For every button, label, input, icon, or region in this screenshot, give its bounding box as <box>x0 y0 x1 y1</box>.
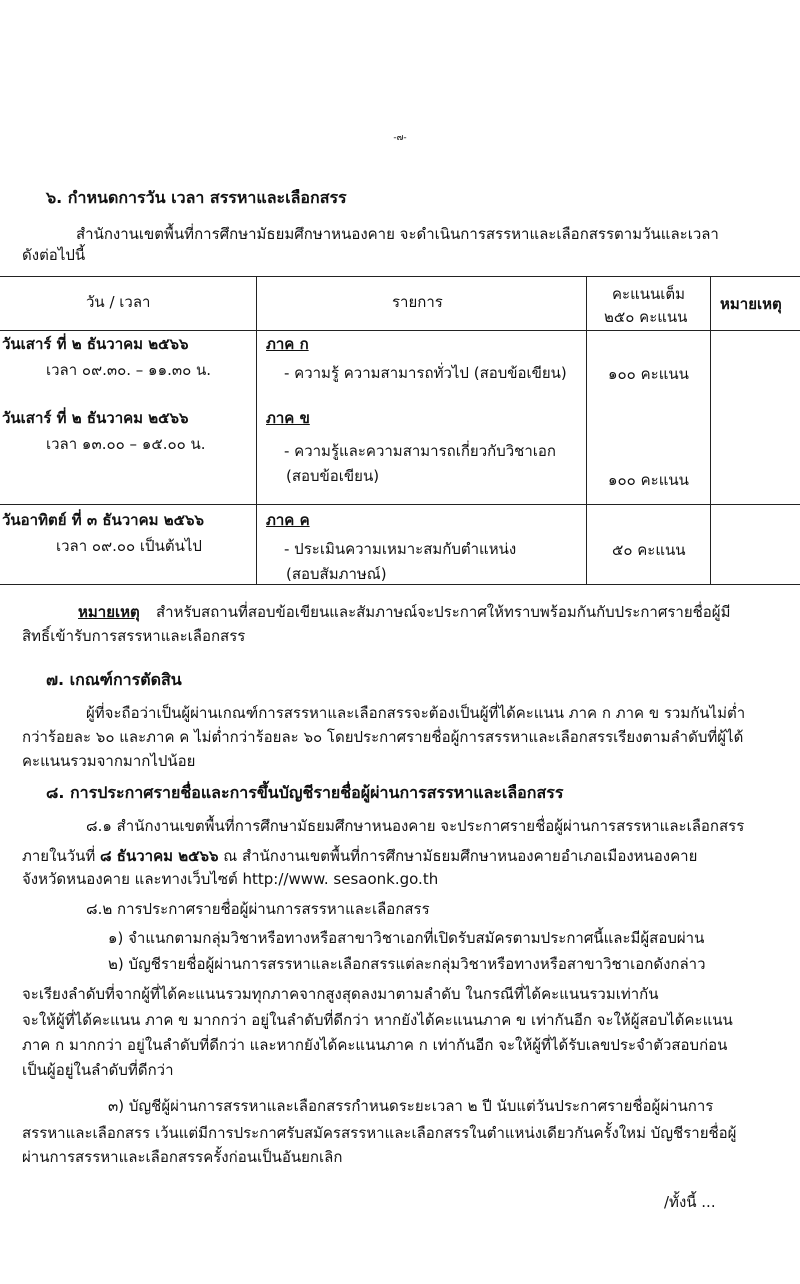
row-1-day: วันเสาร์ ที่ ๒ ธันวาคม ๒๕๖๖ <box>2 335 189 353</box>
section-8-heading: ๘. การประกาศรายชื่อและการขึ้นบัญชีรายชื่อผู้ผ่านการสรรหาและเลือกสรร <box>46 783 564 802</box>
section-7-line-2: กว่าร้อยละ ๖๐ และภาค ค ไม่ต่ำกว่าร้อยละ ๖๐ โดยประกาศรายชื่อผู้การสรรหาและเลือกสรรเรียงตามลำดับที่ผู้ได้ <box>22 728 744 746</box>
section-8-1-line-3: จังหวัดหนองคาย และทางเว็บไซต์ http://www. sesaonk.go.th <box>22 870 439 888</box>
section-6-paragraph-line-2: ดังต่อไปนี้ <box>22 246 86 264</box>
row-3-day: วันอาทิตย์ ที่ ๓ ธันวาคม ๒๕๖๖ <box>2 511 205 529</box>
header-datetime: วัน / เวลา <box>86 293 151 311</box>
section-8-1-line-2-suffix: ณ สำนักงานเขตพื้นที่การศึกษามัธยมศึกษาหนองคายอำเภอเมืองหนองคาย <box>218 847 698 865</box>
header-remark: หมายเหตุ <box>720 295 782 313</box>
section-8-2-item-3-line-3: ผ่านการสรรหาและเลือกสรรครั้งก่อนเป็นอันยกเลิก <box>22 1148 343 1166</box>
section-7-line-1: ผู้ที่จะถือว่าเป็นผู้ผ่านเกณฑ์การสรรหาและเลือกสรรจะต้องเป็นผู้ที่ได้คะแนน ภาค ก ภาค ข รวมกันไม่ต่ำ <box>86 704 746 722</box>
section-8-1-line-1: ๘.๑ สำนักงานเขตพื้นที่การศึกษามัธยมศึกษาหนองคาย จะประกาศรายชื่อผู้ผ่านการสรรหาและเลือกสรร <box>86 817 745 835</box>
row-3-time: เวลา ๐๙.๐๐ เป็นต้นไป <box>56 537 202 555</box>
row-1-time: เวลา ๐๙.๓๐. – ๑๑.๓๐ น. <box>46 361 212 379</box>
section-8-2-item-2-line-2: จะเรียงลำดับที่จากผู้ที่ได้คะแนนรวมทุกภาคจากสูงสุดลงมาตามลำดับ ในกรณีที่ได้คะแนนรวมเท่ากัน <box>22 985 659 1003</box>
remark-text-line-1: สำหรับสถานที่สอบข้อเขียนและสัมภาษณ์จะประกาศให้ทราบพร้อมกันกับประกาศรายชื่อผู้มี <box>156 603 731 621</box>
row-3-part: ภาค ค <box>266 511 310 529</box>
schedule-table <box>0 276 800 584</box>
row-3-desc-line-1: - ประเมินความเหมาะสมกับตำแหน่ง <box>284 540 517 558</box>
announcement-date: ๘ ธันวาคม ๒๕๖๖ <box>100 847 219 865</box>
section-8-2-item-3-line-1: ๓) บัญชีผู้ผ่านการสรรหาและเลือกสรรกำหนดระยะเวลา ๒ ปี นับแต่วันประกาศรายชื่อผู้ผ่านการ <box>108 1097 714 1115</box>
row-3-score: ๕๐ คะแนน <box>612 541 686 559</box>
section-7-heading: ๗. เกณฑ์การตัดสิน <box>46 670 182 689</box>
section-6-paragraph-line-1: สำนักงานเขตพื้นที่การศึกษามัธยมศึกษาหนองคาย จะดำเนินการสรรหาและเลือกสรรตามวันและเวลา <box>76 225 719 243</box>
section-8-1-line-2 <box>22 844 697 868</box>
remark-label: หมายเหตุ <box>78 603 140 621</box>
row-2-day: วันเสาร์ ที่ ๒ ธันวาคม ๒๕๖๖ <box>2 409 189 427</box>
section-8-2-item-2-line-5: เป็นผู้อยู่ในลำดับที่ดีกว่า <box>22 1061 174 1079</box>
continuation-text: /ทั้งนี้ ... <box>664 1193 716 1211</box>
section-8-2-item-1: ๑) จำแนกตามกลุ่มวิชาหรือทางหรือสาขาวิชาเอกที่เปิดรับสมัครตามประกาศนี้และมีผู้สอบผ่าน <box>108 929 705 947</box>
header-item: รายการ <box>392 293 443 311</box>
page-number: -๗- <box>393 133 407 143</box>
row-2-desc-line-1: - ความรู้และความสามารถเกี่ยวกับวิชาเอก <box>284 442 556 460</box>
header-score-line-1: คะแนนเต็ม <box>612 285 686 303</box>
row-1-desc: - ความรู้ ความสามารถทั่วไป (สอบข้อเขียน) <box>284 364 567 382</box>
section-8-2-item-2-line-1: ๒) บัญชีรายชื่อผู้ผ่านการสรรหาและเลือกสรรแต่ละกลุ่มวิชาหรือทางหรือสาขาวิชาเอกดังกล่าว <box>108 955 706 973</box>
header-score-line-2: ๒๕๐ คะแนน <box>604 308 688 326</box>
section-6-heading: ๖. กำหนดการวัน เวลา สรรหาและเลือกสรร <box>46 188 347 207</box>
row-1-part: ภาค ก <box>266 335 309 353</box>
row-2-score: ๑๐๐ คะแนน <box>608 471 689 489</box>
section-8-1-line-2-prefix: ภายในวันที่ <box>22 847 101 865</box>
row-1-score: ๑๐๐ คะแนน <box>608 365 689 383</box>
row-2-part: ภาค ข <box>266 409 310 427</box>
section-7-line-3: คะแนนรวมจากมากไปน้อย <box>22 752 196 770</box>
section-8-2-title: ๘.๒ การประกาศรายชื่อผู้ผ่านการสรรหาและเลือกสรร <box>86 900 430 918</box>
row-3-desc-line-2: (สอบสัมภาษณ์) <box>286 565 387 583</box>
section-8-2-item-2-line-4: ภาค ก มากกว่า อยู่ในลำดับที่ดีกว่า และหากยังได้คะแนนภาค ก เท่ากันอีก จะให้ผู้ที่ได้รับเลขประจำตัวสอบก่อน <box>22 1036 728 1054</box>
row-2-time: เวลา ๑๓.๐๐ – ๑๕.๐๐ น. <box>46 435 206 453</box>
section-8-2-item-3-line-2: สรรหาและเลือกสรร เว้นแต่มีการประกาศรับสมัครสรรหาและเลือกสรรในตำแหน่งเดียวกันครั้งใหม่ บัญชีรายชื่อผู้ <box>22 1124 737 1142</box>
section-8-2-item-2-line-3: จะให้ผู้ที่ได้คะแนน ภาค ข มากกว่า อยู่ในลำดับที่ดีกว่า หากยังได้คะแนนภาค ข เท่ากันอีก จะให้ผู้สอบได้คะแนน <box>22 1011 733 1029</box>
remark-text-line-2: สิทธิ์เข้ารับการสรรหาและเลือกสรร <box>22 627 246 645</box>
row-2-desc-line-2: (สอบข้อเขียน) <box>286 467 380 485</box>
